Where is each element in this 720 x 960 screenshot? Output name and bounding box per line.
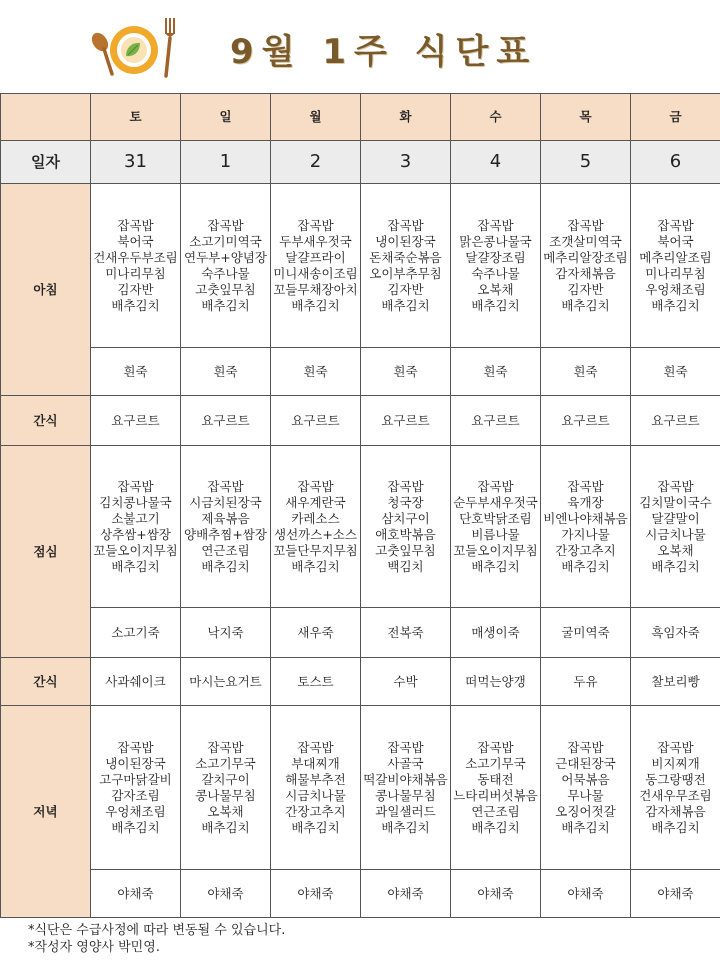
menu-item: 순두부새우젓국: [453, 494, 538, 510]
menu-item: 동그랑땡전: [645, 771, 706, 787]
snack1-cell: 요구르트: [91, 396, 181, 446]
menu-item: 소고기무국: [195, 755, 256, 771]
menu-item: 잡곡밥: [387, 739, 424, 755]
dinner-menu-cell: [541, 706, 631, 870]
menu-item: 잡곡밥: [477, 739, 514, 755]
menu-item: 배추김치: [201, 297, 250, 313]
snack2-cell: 사과쉐이크: [91, 658, 181, 706]
snack1-cell: 요구르트: [361, 396, 451, 446]
menu-item: 배추김치: [381, 819, 430, 835]
page-header: [0, 0, 720, 93]
menu-item: 잡곡밥: [567, 217, 604, 233]
dinner_porridge-cell: 야채죽: [631, 870, 720, 918]
breakfast_porridge-row: [1, 348, 720, 396]
menu-item: 연근조림: [201, 542, 250, 558]
footer-notes: [28, 922, 285, 956]
breakfast_porridge-cell: 흰죽: [631, 348, 720, 396]
snack2-cell: 떠먹는양갱: [451, 658, 541, 706]
breakfast_porridge-cell: 흰죽: [181, 348, 271, 396]
menu-item: 달걀말이: [651, 510, 700, 526]
menu-item: 잡곡밥: [207, 739, 244, 755]
menu-item: 배추김치: [561, 819, 610, 835]
corner-cell: [1, 94, 91, 141]
menu-item: 비엔나야채볶음: [543, 510, 628, 526]
day-name: 일: [181, 94, 271, 141]
menu-item: 꼬들무채장아치: [273, 281, 358, 297]
menu-item: 돈채죽순볶음: [369, 249, 442, 265]
breakfast-menu-cell: [91, 184, 181, 348]
menu-item: 조갯살미역국: [549, 233, 622, 249]
menu-item: 새우계란국: [285, 494, 346, 510]
menu-item: 동태전: [477, 771, 514, 787]
menu-item: 냉이된장국: [375, 233, 436, 249]
menu-item: 미니새송이조림: [273, 265, 358, 281]
menu-item: 연근조림: [471, 803, 520, 819]
menu-item: 잡곡밥: [297, 478, 334, 494]
lunch-menu-cell: [361, 446, 451, 608]
menu-item: 상추쌈+쌈장: [100, 526, 171, 542]
menu-item: 콩나물무침: [375, 787, 436, 803]
row-label-lunch: 점심: [1, 446, 91, 658]
lunch_porridge-cell: 낙지죽: [181, 608, 271, 658]
snack2-cell: 두유: [541, 658, 631, 706]
snack2-cell: 토스트: [271, 658, 361, 706]
menu-item: 청국장: [387, 494, 424, 510]
date-cell: 3: [361, 141, 451, 184]
menu-item: 김자반: [117, 281, 154, 297]
menu-item: 잡곡밥: [657, 478, 694, 494]
menu-item: 잡곡밥: [387, 217, 424, 233]
menu-item: 배추김치: [651, 819, 700, 835]
lunch_porridge-row: [1, 608, 720, 658]
lunch-menu-cell: [451, 446, 541, 608]
menu-item: 숙주나물: [471, 265, 520, 281]
menu-item: 꼬들단무지무침: [273, 542, 358, 558]
snack1-cell: 요구르트: [451, 396, 541, 446]
dinner-menu-cell: [91, 706, 181, 870]
menu-item: 배추김치: [471, 297, 520, 313]
menu-item: 두부새우젓국: [279, 233, 352, 249]
menu-item: 잡곡밥: [297, 217, 334, 233]
menu-item: 해물부추전: [285, 771, 346, 787]
menu-item: 삼치구이: [381, 510, 430, 526]
menu-item: 달걀프라이: [285, 249, 346, 265]
menu-item: 감자채볶음: [555, 265, 616, 281]
menu-item: 배추김치: [651, 297, 700, 313]
menu-item: 미나리무침: [645, 265, 706, 281]
menu-item: 잡곡밥: [297, 739, 334, 755]
row-label-snack2: 간식: [1, 658, 91, 706]
dinner_porridge-cell: 야채죽: [361, 870, 451, 918]
breakfast_porridge-cell: 흰죽: [271, 348, 361, 396]
menu-item: 어묵볶음: [561, 771, 610, 787]
menu-item: 달걀장조림: [465, 249, 526, 265]
menu-item: 김치콩나물국: [99, 494, 172, 510]
dinner-menu-cell: [271, 706, 361, 870]
menu-item: 꼬들오이지무침: [93, 542, 178, 558]
lunch_porridge-cell: 소고기죽: [91, 608, 181, 658]
dinner-menu-cell: [181, 706, 271, 870]
menu-item: 김자반: [387, 281, 424, 297]
menu-item: 비름나물: [471, 526, 520, 542]
menu-item: 배추김치: [651, 558, 700, 574]
breakfast_porridge-cell: 흰죽: [451, 348, 541, 396]
date-cell: 5: [541, 141, 631, 184]
menu-item: 과일샐러드: [375, 803, 436, 819]
breakfast-row: [1, 184, 720, 348]
date-cell: 1: [181, 141, 271, 184]
lunch_porridge-cell: 흑임자죽: [631, 608, 720, 658]
dinner-menu-cell: [451, 706, 541, 870]
menu-item: 느타리버섯볶음: [453, 787, 538, 803]
snack1-cell: 요구르트: [271, 396, 361, 446]
menu-item: 오이부추무침: [369, 265, 442, 281]
menu-item: 배추김치: [291, 819, 340, 835]
menu-item: 생선까스+소스: [274, 526, 357, 542]
footer-note: *식단은 수급사정에 따라 변동될 수 있습니다.: [28, 923, 286, 938]
menu-item: 잡곡밥: [657, 739, 694, 755]
lunch-menu-cell: [91, 446, 181, 608]
menu-item: 우엉채조림: [645, 281, 706, 297]
menu-item: 배추김치: [561, 297, 610, 313]
menu-item: 미나리무침: [105, 265, 166, 281]
snack2-cell: 찰보리빵: [631, 658, 720, 706]
menu-item: 떡갈비야채볶음: [363, 771, 448, 787]
menu-item: 북어국: [657, 233, 694, 249]
menu-item: 잡곡밥: [477, 217, 514, 233]
row-label-breakfast: 아침: [1, 184, 91, 396]
menu-item: 김자반: [567, 281, 604, 297]
menu-item: 배추김치: [201, 819, 250, 835]
page-title: 9월 1주 식단표: [230, 32, 538, 72]
menu-item: 잡곡밥: [567, 478, 604, 494]
footer-note: *작성자 영양사 박민영.: [28, 940, 160, 955]
menu-item: 배추김치: [111, 297, 160, 313]
menu-item: 잡곡밥: [477, 478, 514, 494]
menu-item: 카레소스: [291, 510, 340, 526]
menu-item: 건새우두부조림: [93, 249, 178, 265]
menu-item: 배추김치: [111, 558, 160, 574]
menu-item: 배추김치: [201, 558, 250, 574]
date-cell: 2: [271, 141, 361, 184]
menu-item: 잡곡밥: [117, 478, 154, 494]
menu-item: 숙주나물: [201, 265, 250, 281]
menu-item: 소고기미역국: [189, 233, 262, 249]
menu-item: 단호박닭조림: [459, 510, 532, 526]
day-name: 금: [631, 94, 720, 141]
date-row: [1, 141, 720, 184]
menu-item: 비지찌개: [651, 755, 700, 771]
lunch_porridge-cell: 매생이죽: [451, 608, 541, 658]
snack1-cell: 요구르트: [631, 396, 720, 446]
menu-item: 콩나물무침: [195, 787, 256, 803]
snack2-cell: 수박: [361, 658, 451, 706]
menu-item: 잡곡밥: [207, 478, 244, 494]
menu-item: 소고기무국: [465, 755, 526, 771]
menu-item: 배추김치: [471, 819, 520, 835]
menu-item: 제육볶음: [201, 510, 250, 526]
breakfast_porridge-cell: 흰죽: [91, 348, 181, 396]
dinner-row: [1, 706, 720, 870]
menu-item: 시금치나물: [645, 526, 706, 542]
lunch-menu-cell: [541, 446, 631, 608]
menu-item: 우엉채조림: [105, 803, 166, 819]
menu-item: 애호박볶음: [375, 526, 436, 542]
dinner_porridge-cell: 야채죽: [541, 870, 631, 918]
menu-item: 백김치: [387, 558, 424, 574]
dinner_porridge-cell: 야채죽: [271, 870, 361, 918]
snack2-cell: 마시는요거트: [181, 658, 271, 706]
day-header-row: [1, 94, 720, 141]
menu-item: 오복채: [477, 281, 514, 297]
plate-spoon-fork-icon: [82, 12, 182, 88]
date-cell: 31: [91, 141, 181, 184]
menu-item: 고춧잎무침: [375, 542, 436, 558]
row-label-date: 일자: [1, 141, 91, 184]
menu-item: 메추리알장조림: [543, 249, 628, 265]
breakfast-menu-cell: [451, 184, 541, 348]
menu-item: 북어국: [117, 233, 154, 249]
menu-item: 시금치나물: [285, 787, 346, 803]
menu-item: 배추김치: [291, 297, 340, 313]
menu-item: 간장고추지: [555, 542, 616, 558]
dinner_porridge-cell: 야채죽: [91, 870, 181, 918]
lunch-menu-cell: [271, 446, 361, 608]
menu-item: 잡곡밥: [207, 217, 244, 233]
menu-item: 맑은콩나물국: [459, 233, 532, 249]
dinner_porridge-cell: 야채죽: [451, 870, 541, 918]
menu-item: 감자조림: [111, 787, 160, 803]
menu-item: 꼬들오이지무침: [453, 542, 538, 558]
breakfast-menu-cell: [181, 184, 271, 348]
menu-item: 부대찌개: [291, 755, 340, 771]
menu-item: 메추리알조림: [639, 249, 712, 265]
day-name: 월: [271, 94, 361, 141]
menu-item: 간장고추지: [285, 803, 346, 819]
menu-item: 시금치된장국: [189, 494, 262, 510]
menu-item: 김치말이국수: [639, 494, 712, 510]
snack2-row: [1, 658, 720, 706]
menu-item: 배추김치: [291, 558, 340, 574]
snack1-row: [1, 396, 720, 446]
snack1-cell: 요구르트: [541, 396, 631, 446]
menu-item: 고춧잎무침: [195, 281, 256, 297]
menu-item: 잡곡밥: [387, 478, 424, 494]
lunch_porridge-cell: 굴미역죽: [541, 608, 631, 658]
menu-item: 사골국: [387, 755, 424, 771]
menu-item: 오복채: [207, 803, 244, 819]
dinner-menu-cell: [631, 706, 720, 870]
menu-item: 감자채볶음: [645, 803, 706, 819]
lunch_porridge-cell: 전복죽: [361, 608, 451, 658]
menu-item: 배추김치: [561, 558, 610, 574]
lunch-menu-cell: [181, 446, 271, 608]
lunch-row: [1, 446, 720, 608]
dinner_porridge-cell: 야채죽: [181, 870, 271, 918]
menu-item: 고구마닭갈비: [99, 771, 172, 787]
menu-item: 오징어젓갈: [555, 803, 616, 819]
menu-item: 잡곡밥: [567, 739, 604, 755]
lunch_porridge-cell: 새우죽: [271, 608, 361, 658]
date-cell: 4: [451, 141, 541, 184]
breakfast-menu-cell: [361, 184, 451, 348]
menu-item: 연두부+양념장: [184, 249, 267, 265]
menu-item: 근대된장국: [555, 755, 616, 771]
menu-item: 배추김치: [111, 819, 160, 835]
menu-item: 오복채: [657, 542, 694, 558]
menu-item: 건새우무조림: [639, 787, 712, 803]
day-name: 화: [361, 94, 451, 141]
date-cell: 6: [631, 141, 720, 184]
menu-item: 양배추찜+쌈장: [184, 526, 267, 542]
dinner-menu-cell: [361, 706, 451, 870]
menu-item: 육개장: [567, 494, 604, 510]
menu-table: [0, 93, 720, 918]
row-label-snack1: 간식: [1, 396, 91, 446]
menu-item: 잡곡밥: [657, 217, 694, 233]
breakfast-menu-cell: [541, 184, 631, 348]
row-label-dinner: 저녁: [1, 706, 91, 918]
menu-item: 가지나물: [561, 526, 610, 542]
menu-item: 배추김치: [381, 297, 430, 313]
breakfast_porridge-cell: 흰죽: [541, 348, 631, 396]
day-name: 토: [91, 94, 181, 141]
breakfast-menu-cell: [271, 184, 361, 348]
breakfast_porridge-cell: 흰죽: [361, 348, 451, 396]
day-name: 목: [541, 94, 631, 141]
snack1-cell: 요구르트: [181, 396, 271, 446]
menu-item: 배추김치: [471, 558, 520, 574]
menu-item: 잡곡밥: [117, 739, 154, 755]
menu-item: 냉이된장국: [105, 755, 166, 771]
menu-item: 잡곡밥: [117, 217, 154, 233]
menu-item: 무나물: [567, 787, 604, 803]
breakfast-menu-cell: [631, 184, 720, 348]
menu-item: 소불고기: [111, 510, 160, 526]
menu-item: 갈치구이: [201, 771, 250, 787]
day-name: 수: [451, 94, 541, 141]
dinner_porridge-row: [1, 870, 720, 918]
lunch-menu-cell: [631, 446, 720, 608]
